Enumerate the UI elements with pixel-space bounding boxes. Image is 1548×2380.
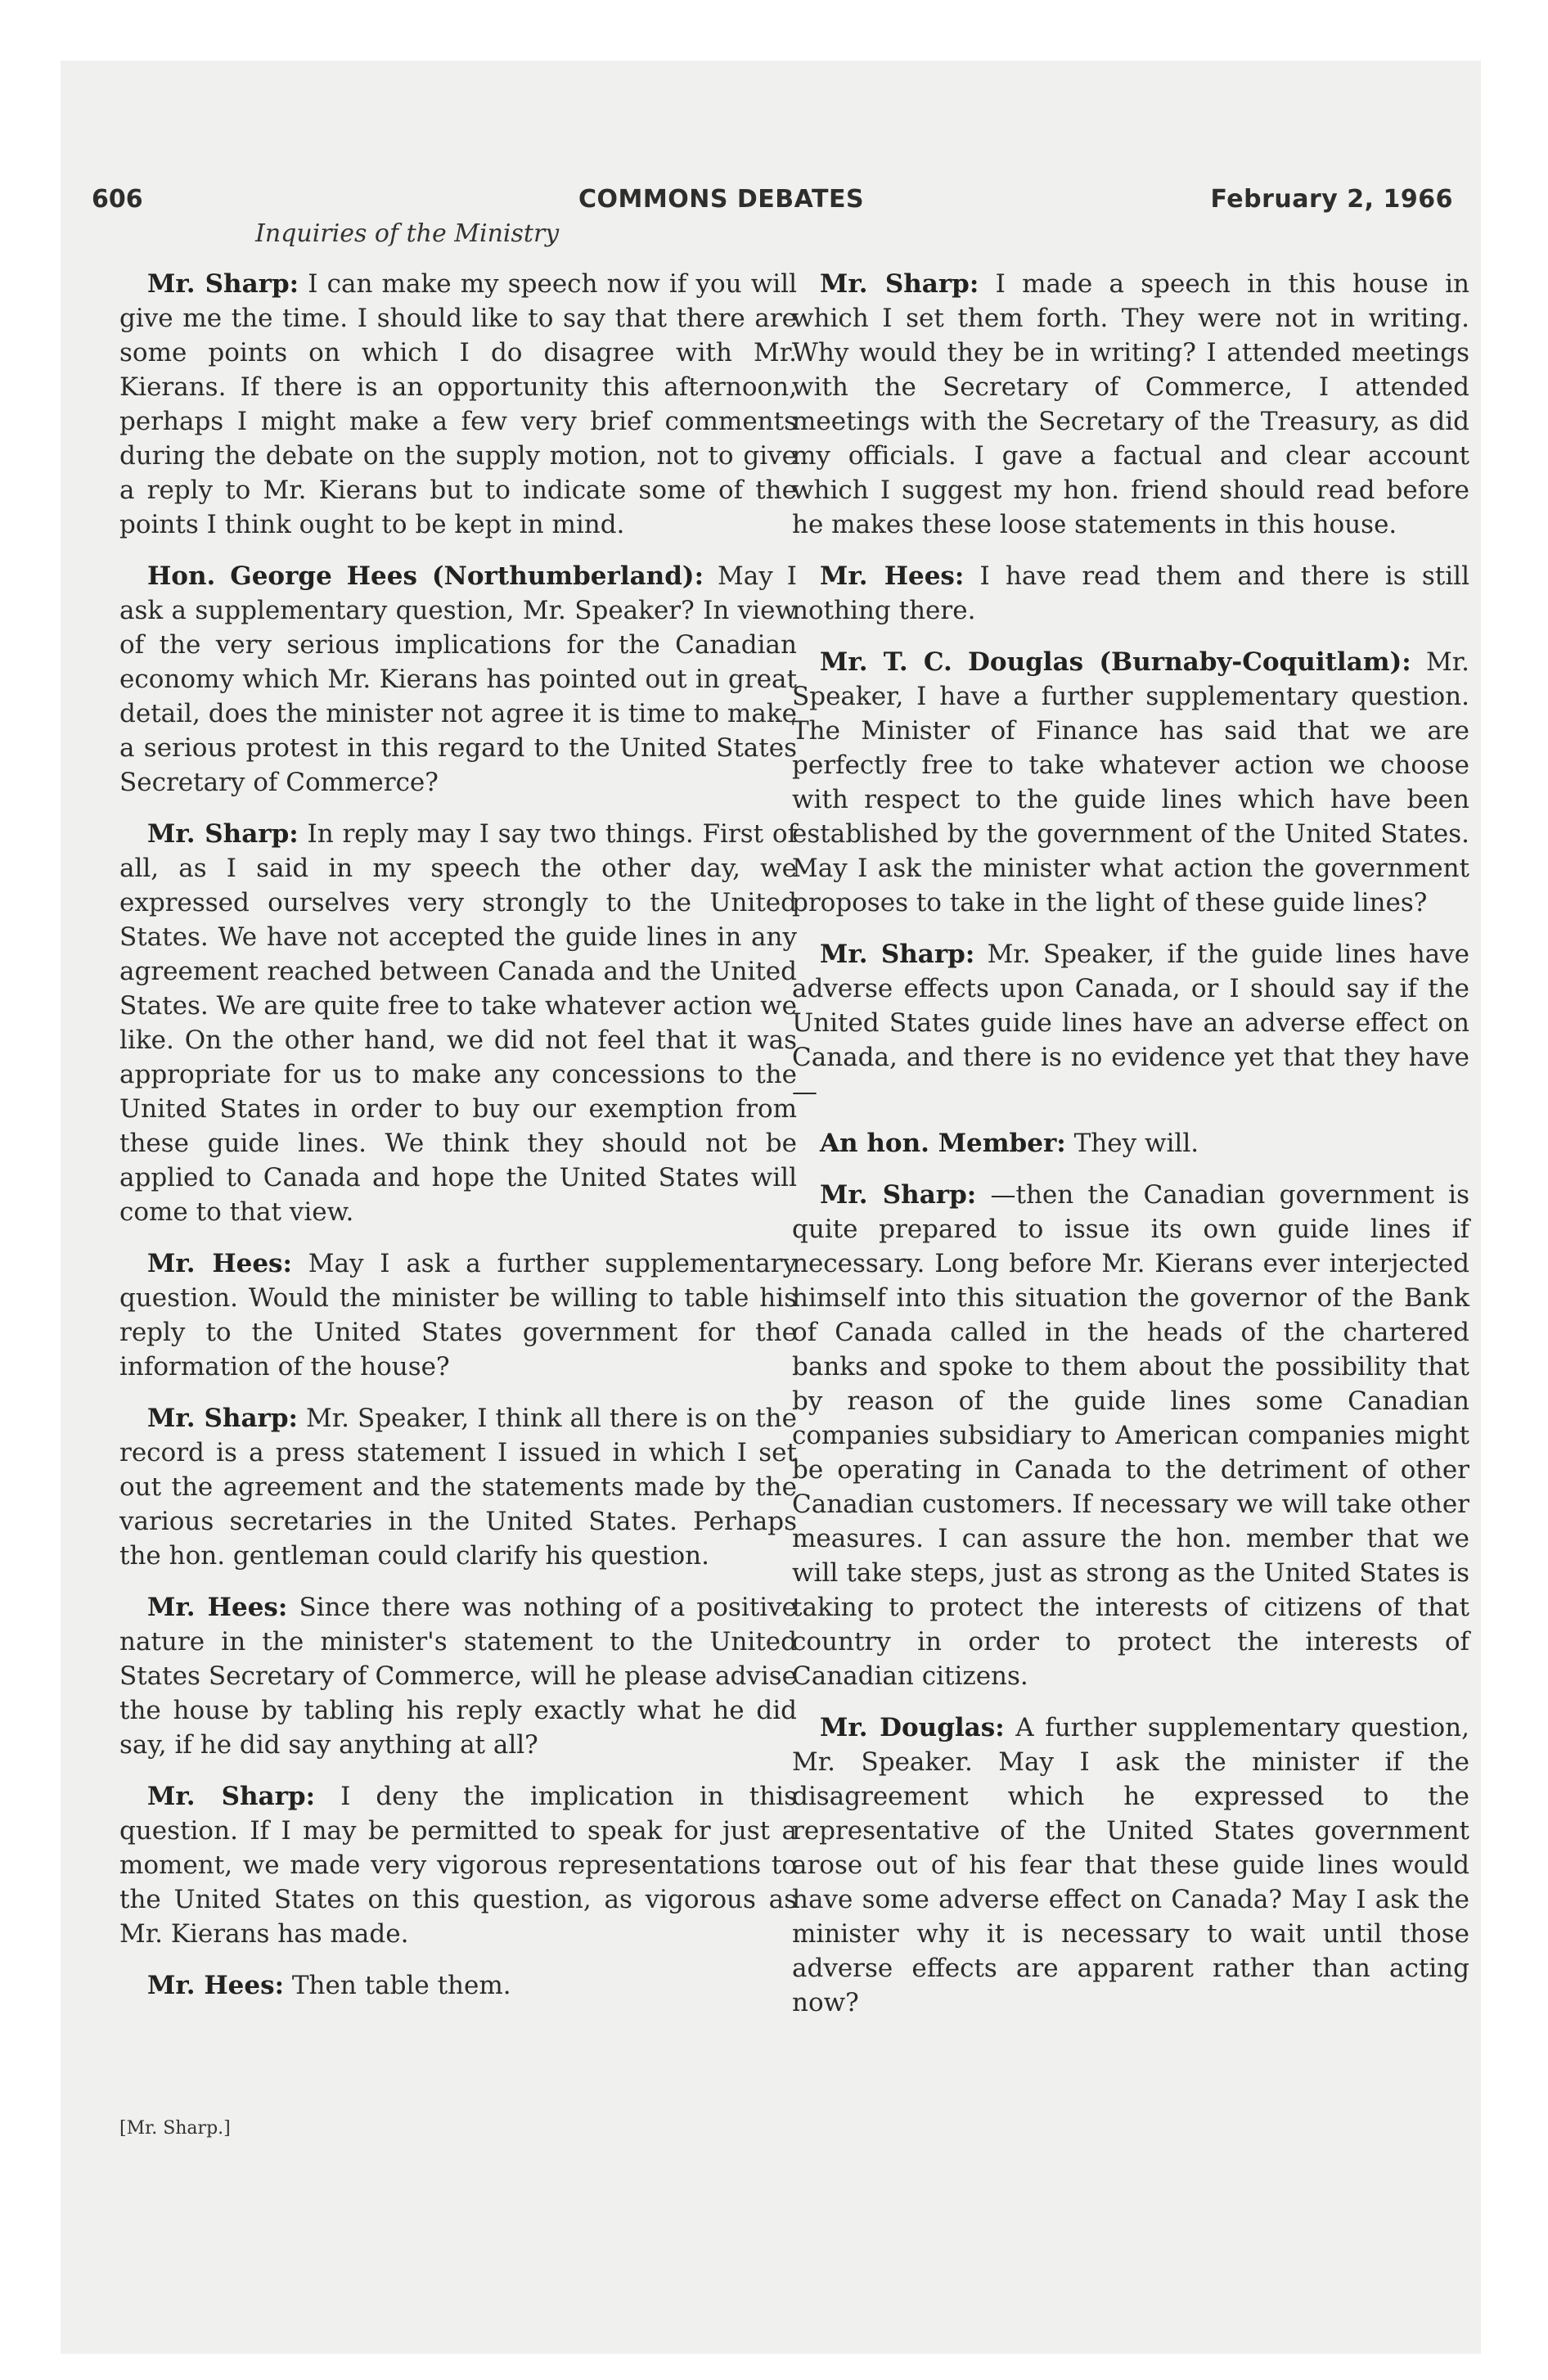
speech-text: Since there was nothing of a positive nature in the minister's statement to the United States Secretary of Commerce, will he please advise the house by tabling his reply exactly what he did say, if he did say anything at all? (119, 1593, 797, 1760)
speaker-name: Mr. Douglas: (820, 1713, 1005, 1742)
speech-text: I made a speech in this house in which I set them forth. They were not in writing. Why would they be in writing? I attended meetings with the Secretary of Commerce, I attended meetings with the Secretary of the Treasury, as did my officials. I gave a factual and clear account which I suggest my hon. friend should read before he makes these loose statements in this house. (792, 269, 1469, 539)
paragraph (792, 559, 1469, 628)
page-number: 606 (92, 185, 143, 214)
speaker-name: Mr. Sharp: (820, 1180, 977, 1210)
speech-text: Mr. Speaker, if the guide lines have adverse effects upon Canada, or I should say if the United States guide lines have an adverse effect on Canada, and there is no evidence yet that they have— (792, 940, 1469, 1107)
speaker-name: Mr. Sharp: (820, 269, 979, 299)
speaker-name: Mr. Sharp: (147, 269, 299, 299)
left-column (119, 267, 797, 2020)
journal-title: COMMONS DEBATES (578, 185, 865, 214)
speech-text: I deny the implication in this question. If I may be permitted to speak for just a moment, we made very vigorous representations to the United States on this question, as vigorous as Mr. Kierans has made. (119, 1782, 798, 1949)
speech-text: A further supplementary question, Mr. Speaker. May I ask the minister if the disagreement which he expressed to the representative of the United States government arose out of his fear that these guide lines would have some adverse effect on Canada? May I ask the minister why it is necessary to wait until those adverse effects are apparent rather than acting now? (792, 1713, 1470, 2017)
paragraph (792, 267, 1469, 542)
speaker-name: Mr. Sharp: (820, 940, 975, 969)
paragraph (119, 1590, 797, 1762)
paragraph (792, 1178, 1469, 1693)
speech-text: —then the Canadian government is quite prepared to issue its own guide lines if necessary. Long before Mr. Kierans ever interjected himself into this situation the governor of the Bank of Canada called in the heads of the chartered banks and spoke to them about the possibility that by reason of the guide lines some Canadian companies subsidiary to American companies might be operating in Canada to the detriment of other Canadian customers. If necessary we will take other measures. I can assure the hon. member that we will take steps, just as strong as the United States is taking to protect the interests of citizens of that country in order to protect the interests of Canadian citizens. (792, 1180, 1469, 1691)
speaker-name: Hon. George Hees (Northumberland): (147, 561, 704, 591)
speech-text: They will. (1065, 1129, 1199, 1158)
speaker-name: Mr. T. C. Douglas (Burnaby-Coquitlam): (820, 647, 1411, 677)
paragraph (119, 267, 797, 542)
paragraph (792, 937, 1469, 1109)
speaker-name: Mr. Hees: (147, 1593, 288, 1622)
section-title: Inquiries of the Ministry (255, 219, 560, 248)
speaker-name: Mr. Hees: (147, 1971, 285, 2000)
paragraph (119, 559, 797, 800)
speech-text: In reply may I say two things. First of all, as I said in my speech the other day, we expressed ourselves very strongly to the United States. We have not accepted the guide lines in any agreement reached between Canada and the United States. We are quite free to take whatever action we like. On the other hand, we did not feel that it was appropriate for us to make any concessions to the United States in order to buy our exemption from these guide lines. We think they should not be applied to Canada and hope the United States will come to that view. (119, 819, 797, 1227)
speech-text: Mr. Speaker, I think all there is on the record is a press statement I issued in which I set out the agreement and the statements made by the various secretaries in the United States. Perhaps the hon. gentleman could clarify his question. (119, 1404, 797, 1571)
paragraph (792, 1126, 1469, 1161)
speaker-name: Mr. Hees: (147, 1249, 292, 1278)
paragraph (119, 1401, 797, 1573)
paragraph (792, 645, 1469, 920)
speech-text: May I ask a further supplementary question. Would the minister be willing to table his reply to the United States government for the information of the house? (119, 1249, 797, 1382)
speech-text: I have read them and there is still nothing there. (792, 561, 1469, 625)
paragraph (119, 1246, 797, 1384)
speaker-name: Mr. Sharp: (147, 819, 299, 849)
issue-date: February 2, 1966 (1210, 185, 1453, 214)
speech-text: I can make my speech now if you will give me the time. I should like to say that there are some points on which I do disagree with Mr. Kierans. If there is an opportunity this afternoon, perhaps I might make a few very brief comments during the debate on the supply motion, not to give a reply to Mr. Kierans but to indicate some of the points I think ought to be kept in mind. (119, 269, 797, 539)
speaker-name: Mr. Sharp: (147, 1782, 316, 1811)
speaker-name: Mr. Hees: (820, 561, 965, 591)
speaker-name: Mr. Sharp: (147, 1404, 298, 1433)
speech-text: Mr. Speaker, I have a further supplementary question. The Minister of Finance has said that we are perfectly free to take whatever action we choose with respect to the guide lines which have been established by the government of the United States. May I ask the minister what action the government proposes to take in the light of these guide lines? (792, 647, 1469, 917)
paragraph (119, 1779, 797, 1951)
paragraph (119, 1968, 797, 2003)
speech-text: Then table them. (284, 1971, 511, 2000)
paragraph (792, 1711, 1469, 2020)
speaker-name: An hon. Member: (820, 1129, 1066, 1158)
paragraph (119, 817, 797, 1229)
right-column (792, 267, 1469, 2037)
speech-text: May I ask a supplementary question, Mr. Speaker? In view of the very serious implications for the Canadian economy which Mr. Kierans has pointed out in great detail, does the minister not agree it is time to make a serious protest in this regard to the United States Secretary of Commerce? (119, 561, 797, 797)
speaker-footer-note: [Mr. Sharp.] (119, 2118, 231, 2139)
